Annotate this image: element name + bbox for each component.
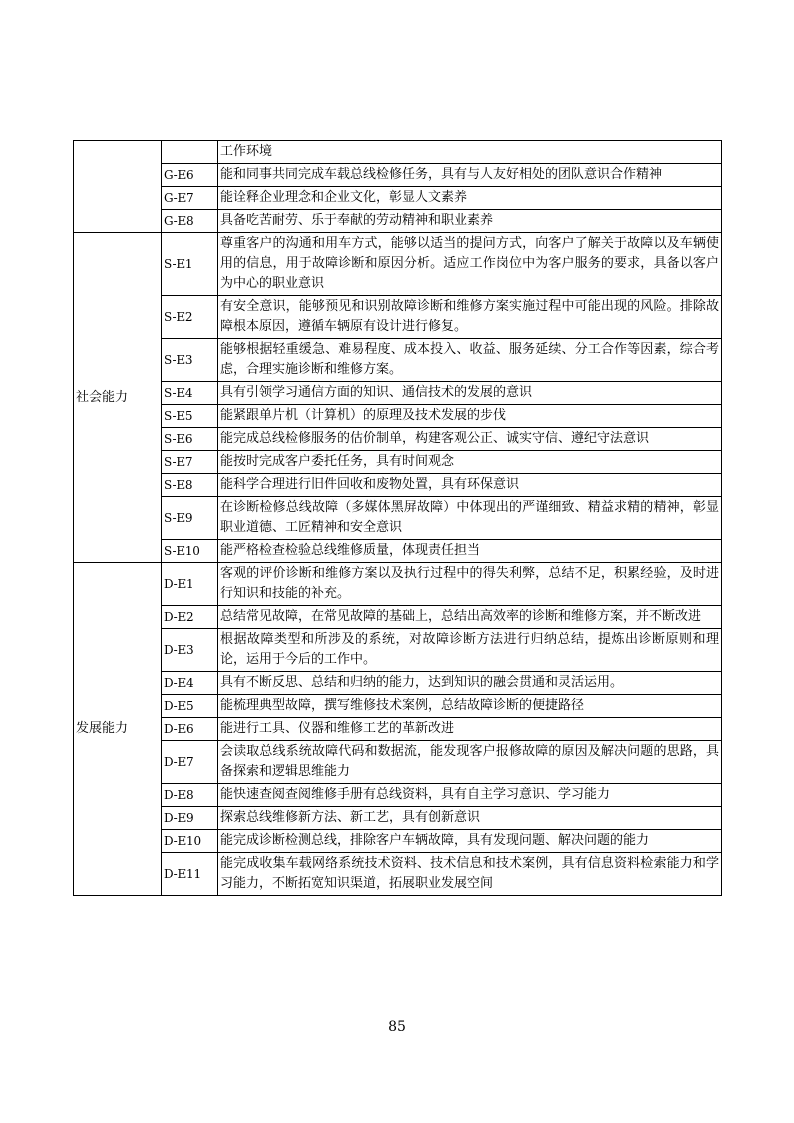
competency-table [73,140,722,896]
code-cell: S-E2 [162,296,218,339]
description-cell: 客观的评价诊断和维修方案以及执行过程中的得失利弊，总结不足，积累经验，及时进行知识和技能的补充。 [218,563,722,606]
description-cell: 会读取总线系统故障代码和数据流，能发现客户报修故障的原因及解决问题的思路，具备探索和逻辑思维能力 [218,741,722,784]
table-row [74,695,722,718]
code-cell: D-E3 [162,629,218,672]
code-cell: S-E1 [162,233,218,296]
description-cell: 能进行工具、仪器和维修工艺的革新改进 [218,718,722,741]
table-row [74,141,722,164]
description-cell: 能紧跟单片机（计算机）的原理及技术发展的步伐 [218,405,722,428]
code-cell: G-E7 [162,187,218,210]
description-cell: 能够根据轻重缓急、难易程度、成本投入、收益、服务延续、分工合作等因素，综合考虑，合理实施诊断和维修方案。 [218,339,722,382]
table-row [74,210,722,233]
table-row [74,606,722,629]
table-row [74,741,722,784]
description-cell: 具有引领学习通信方面的知识、通信技术的发展的意识 [218,382,722,405]
table-row [74,718,722,741]
description-cell: 根据故障类型和所涉及的系统，对故障诊断方法进行归纳总结，提炼出诊断原则和理论，运用于今后的工作中。 [218,629,722,672]
code-cell: S-E10 [162,540,218,563]
code-cell: D-E1 [162,563,218,606]
table-row [74,382,722,405]
table-row [74,784,722,807]
description-cell: 能科学合理进行旧件回收和废物处置，具有环保意识 [218,474,722,497]
table-row [74,540,722,563]
competency-table-body [74,141,722,896]
description-cell: 工作环境 [218,141,722,164]
page-number: 85 [388,1019,406,1035]
code-cell: S-E9 [162,497,218,540]
code-cell: D-E2 [162,606,218,629]
code-cell: G-E8 [162,210,218,233]
description-cell: 能诠释企业理念和企业文化，彰显人文素养 [218,187,722,210]
description-cell: 总结常见故障，在常见故障的基础上，总结出高效率的诊断和维修方案，并不断改进 [218,606,722,629]
table-row [74,187,722,210]
table-row [74,474,722,497]
code-cell: D-E11 [162,853,218,896]
code-cell: D-E7 [162,741,218,784]
code-cell: S-E8 [162,474,218,497]
table-row [74,296,722,339]
description-cell: 能完成收集车载网络系统技术资料、技术信息和技术案例，具有信息资料检索能力和学习能力，不断拓宽知识渠道，拓展职业发展空间 [218,853,722,896]
code-cell: D-E4 [162,672,218,695]
table-row [74,405,722,428]
table-row [74,164,722,187]
description-cell: 在诊断检修总线故障（多媒体黑屏故障）中体现出的严谨细致、精益求精的精神，彰显职业道德、工匠精神和安全意识 [218,497,722,540]
code-cell: D-E9 [162,807,218,830]
table-row [74,233,722,296]
description-cell: 能完成总线检修服务的估价制单，构建客观公正、诚实守信、遵纪守法意识 [218,428,722,451]
description-cell: 能快速查阅查阅维修手册有总线资料，具有自主学习意识、学习能力 [218,784,722,807]
code-cell: S-E5 [162,405,218,428]
description-cell: 具备吃苦耐劳、乐于奉献的劳动精神和职业素养 [218,210,722,233]
table-row [74,497,722,540]
code-cell: S-E4 [162,382,218,405]
table-row [74,629,722,672]
table-row [74,451,722,474]
description-cell: 有安全意识，能够预见和识别故障诊断和维修方案实施过程中可能出现的风险。排除故障根本原因，遵循车辆原有设计进行修复。 [218,296,722,339]
category-cell: 发展能力 [74,563,162,896]
table-row [74,339,722,382]
table-row [74,563,722,606]
code-cell: D-E5 [162,695,218,718]
code-cell: G-E6 [162,164,218,187]
code-cell [162,141,218,164]
description-cell: 具有不断反思、总结和归纳的能力，达到知识的融会贯通和灵活运用。 [218,672,722,695]
description-cell: 探索总线维修新方法、新工艺，具有创新意识 [218,807,722,830]
description-cell: 能和同事共同完成车载总线检修任务，具有与人友好相处的团队意识合作精神 [218,164,722,187]
code-cell: D-E10 [162,830,218,853]
description-cell: 能按时完成客户委托任务，具有时间观念 [218,451,722,474]
table-row [74,672,722,695]
code-cell: D-E6 [162,718,218,741]
code-cell: S-E7 [162,451,218,474]
description-cell: 能严格检查检验总线维修质量，体现责任担当 [218,540,722,563]
description-cell: 尊重客户的沟通和用车方式，能够以适当的提问方式，向客户了解关于故障以及车辆使用的信息，用于故障诊断和原因分析。适应工作岗位中为客户服务的要求，具备以客户为中心的职业意识 [218,233,722,296]
code-cell: D-E8 [162,784,218,807]
code-cell: S-E3 [162,339,218,382]
description-cell: 能梳理典型故障，撰写维修技术案例，总结故障诊断的便捷路径 [218,695,722,718]
table-row [74,830,722,853]
category-cell: 社会能力 [74,233,162,563]
code-cell: S-E6 [162,428,218,451]
table-row [74,853,722,896]
table-row [74,807,722,830]
table-row [74,428,722,451]
description-cell: 能完成诊断检测总线，排除客户车辆故障，具有发现问题、解决问题的能力 [218,830,722,853]
category-cell [74,141,162,233]
